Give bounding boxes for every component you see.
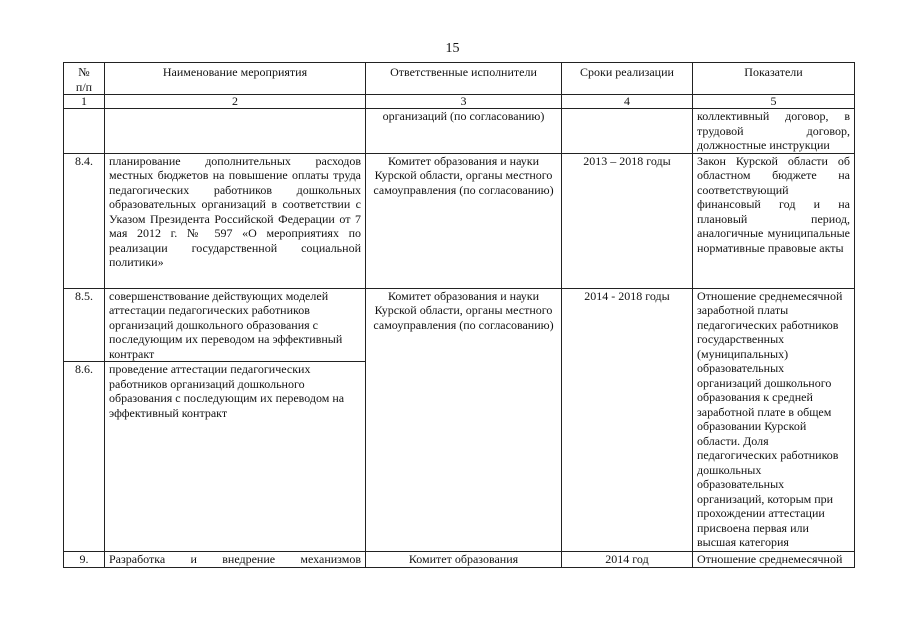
col-number-5: 5 bbox=[693, 95, 855, 109]
row-8-5-num: 8.5. bbox=[64, 288, 105, 362]
continuation-row bbox=[64, 109, 855, 154]
row-9-indicators: Отношение среднемесячной bbox=[693, 552, 855, 568]
table-row-8-5 bbox=[64, 288, 855, 362]
table-row-8-4 bbox=[64, 153, 855, 288]
row-8-6-name: проведение аттестации педагогических работников организаций дошкольного образования с последующим их переводом на эффективный контракт bbox=[105, 362, 366, 552]
row-8-6-num: 8.6. bbox=[64, 362, 105, 552]
row-9-responsible: Комитет образования bbox=[366, 552, 562, 568]
header-indicators: Показатели bbox=[693, 63, 855, 95]
column-number-row bbox=[64, 95, 855, 109]
cont-num bbox=[64, 109, 105, 154]
row-8-4-num: 8.4. bbox=[64, 153, 105, 288]
row-8-5-responsible: Комитет образования и науки Курской области, органы местного самоуправления (по согласованию) bbox=[366, 288, 562, 552]
col-number-2: 2 bbox=[105, 95, 366, 109]
row-9-name: Разработка и внедрение механизмов bbox=[105, 552, 366, 568]
row-8-5-term: 2014 - 2018 годы bbox=[562, 288, 693, 552]
row-8-4-indicators: Закон Курской области об областном бюджете на соответствующий финансовый год и на плановый период, аналогичные муниципальные нормативные правовые акты bbox=[693, 153, 855, 288]
header-name: Наименование мероприятия bbox=[105, 63, 366, 95]
header-responsible: Ответственные исполнители bbox=[366, 63, 562, 95]
header-num: № п/п bbox=[64, 63, 105, 95]
cont-name bbox=[105, 109, 366, 154]
col-number-1: 1 bbox=[64, 95, 105, 109]
row-9-num: 9. bbox=[64, 552, 105, 568]
row-8-4-term: 2013 – 2018 годы bbox=[562, 153, 693, 288]
cont-indicators: коллективный договор, в трудовой договор, должностные инструкции bbox=[693, 109, 855, 154]
table-row-9 bbox=[64, 552, 855, 568]
row-8-5-indicators: Отношение среднемесячной заработной платы педагогических работников государственных (муниципальных) образовательных организаций дошкольного образования к средней заработной плате в общем образовании Курской области. Доля педагогических работников дошкольных образовательных организаций, которым при прохождении аттестации присвоена первая или высшая категория bbox=[693, 288, 855, 552]
col-number-4: 4 bbox=[562, 95, 693, 109]
row-9-term: 2014 год bbox=[562, 552, 693, 568]
header-term: Сроки реализации bbox=[562, 63, 693, 95]
col-number-3: 3 bbox=[366, 95, 562, 109]
page-number: 15 bbox=[445, 41, 460, 56]
cont-term bbox=[562, 109, 693, 154]
row-8-5-name: совершенствование действующих моделей аттестации педагогических работников организаций дошкольного образования с последующим их переводом на эффективный контракт bbox=[105, 288, 366, 362]
cont-responsible: организаций (по согласованию) bbox=[366, 109, 562, 154]
header-row bbox=[64, 63, 855, 95]
row-8-4-responsible: Комитет образования и науки Курской области, органы местного самоуправления (по согласованию) bbox=[366, 153, 562, 288]
row-8-4-name: планирование дополнительных расходов местных бюджетов на повышение оплаты труда педагогических работников дошкольных образовательных организаций в соответствии с Указом Президента Российской Федерации от 7 мая 2012 г. № 597 «О мероприятиях по реализации государственной социальной политики» bbox=[105, 153, 366, 288]
activities-table bbox=[63, 62, 855, 568]
